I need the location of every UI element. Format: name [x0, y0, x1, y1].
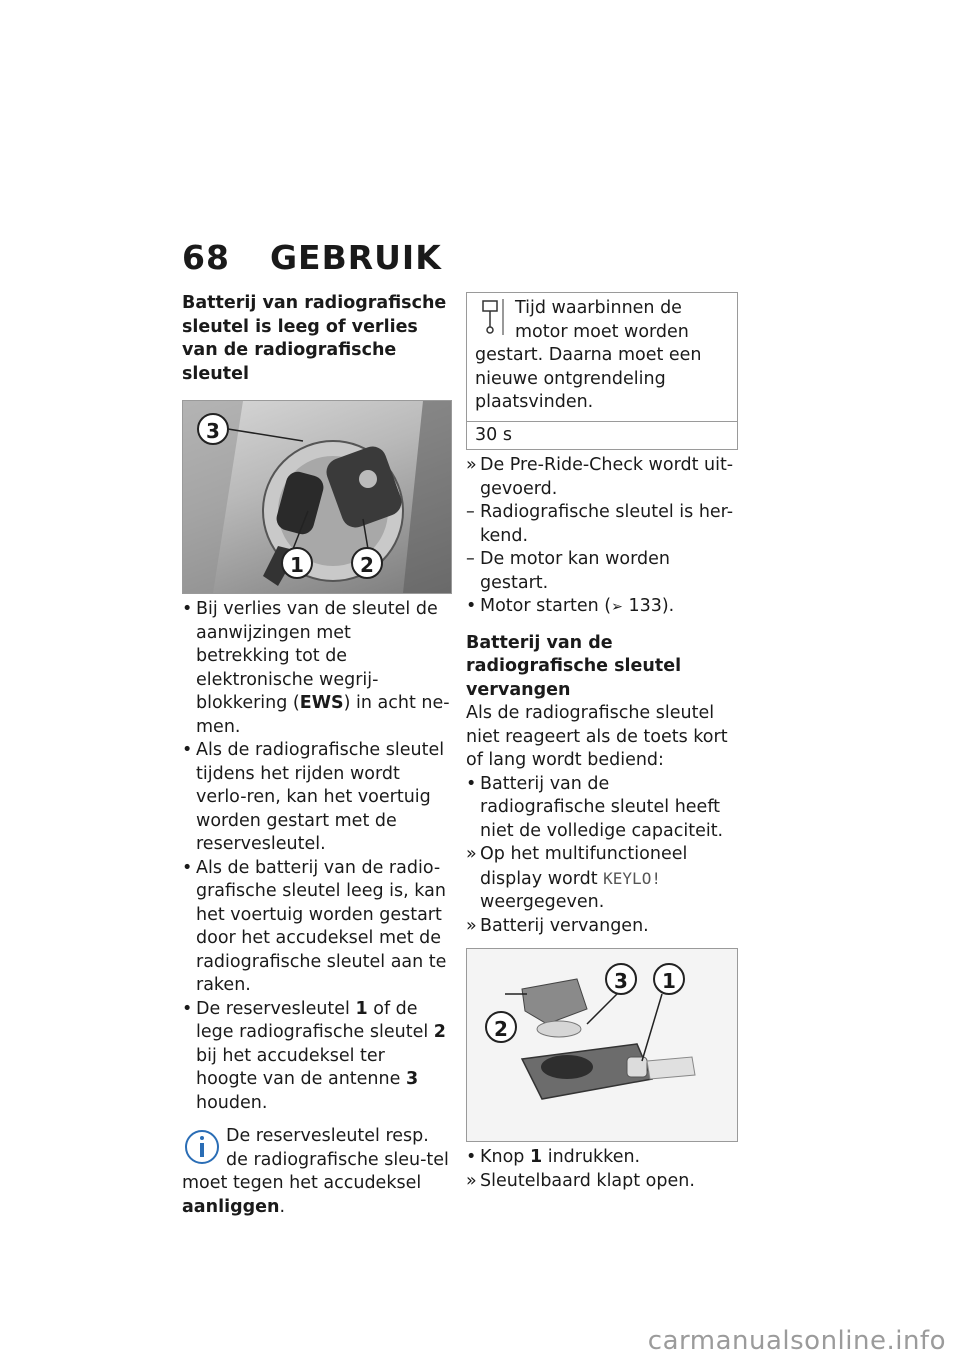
callout-3: 3: [197, 413, 229, 445]
list-item: » De Pre-Ride-Check wordt uit-gevoerd.: [466, 454, 738, 501]
left-item-list: [182, 598, 450, 1115]
list-item: • Batterij van de radiografische sleutel heeft niet de volledige capaciteit.: [466, 773, 738, 844]
list-item: – Radiografische sleutel is her-kend.: [466, 501, 738, 548]
key-battery-illustration: [467, 949, 737, 1141]
right-item-list-2: [466, 773, 738, 939]
display-text: KEYLO!: [603, 868, 661, 888]
note-text: De reservesleutel resp. de radiografische sleu-tel moet tegen het accudeksel: [182, 1126, 449, 1193]
section-heading: Batterij van radiografische sleutel is leeg of verlies van de radiografische sleutel: [182, 293, 447, 384]
page-header: [182, 238, 442, 277]
list-item: » Sleutelbaard klapt open.: [466, 1170, 738, 1194]
list-item: • De reservesleutel 1 of de lege radiografische sleutel 2 bij het accudeksel ter hoogte van de antenne 3 houden.: [182, 998, 450, 1116]
page-number: 68: [182, 238, 230, 277]
list-item: – De motor kan worden gestart.: [466, 548, 738, 595]
list-item: • Bij verlies van de sleutel de aanwijzingen met betrekking tot de elektronische wegrij-blokkering (EWS) in acht ne-men.: [182, 598, 450, 739]
info-icon: [182, 1125, 222, 1169]
spec-value: 30 s: [467, 421, 737, 450]
key-battery-figure: [466, 948, 738, 1142]
spec-description: Tijd waarbinnen de motor moet worden gestart. Daarna moet een nieuwe ontgrendeling plaatsvinden.: [475, 298, 702, 412]
list-item: • Als de radiografische sleutel tijdens het rijden wordt verlo-ren, kan het voertuig worden gestart met de reservesleutel.: [182, 739, 450, 857]
list-item: • Motor starten (➢ 133).: [466, 595, 738, 620]
watermark: carmanualsonline.info: [647, 1326, 946, 1356]
key-antenna-figure: [182, 400, 452, 594]
callout-1: 1: [653, 963, 685, 995]
list-item: • Als de batterij van de radio-grafische sleutel leeg is, kan het voertuig worden gestart door het accudeksel met de radiografische sleutel aan te raken.: [182, 857, 450, 998]
note-bold: aanliggen: [182, 1196, 280, 1217]
arrow-reference-icon: ➢: [611, 599, 623, 615]
section-title: GEBRUIK: [269, 238, 442, 277]
callout-3: 3: [605, 963, 637, 995]
right-item-list: [466, 454, 738, 620]
callout-1: 1: [281, 547, 313, 579]
list-item: • Knop 1 indrukken.: [466, 1146, 738, 1170]
right-column: [466, 292, 738, 1193]
subsection-heading: Batterij van de radiografische sleutel vervangen: [466, 632, 682, 700]
callout-2: 2: [351, 547, 383, 579]
intro-text: Als de radiografische sleutel niet reageert als de toets kort of lang wordt bediend:: [466, 703, 728, 770]
spec-table: [466, 292, 738, 450]
list-item: » Op het multifunctioneel display wordt KEYLO! weergegeven.: [466, 843, 738, 915]
right-item-list-3: [466, 1146, 738, 1193]
engine-icon: [475, 297, 507, 337]
callout-2: 2: [485, 1011, 517, 1043]
list-item: » Batterij vervangen.: [466, 915, 738, 939]
left-column: [182, 292, 450, 1219]
info-note: De reservesleutel resp. de radiografische sleu-tel moet tegen het accudeksel aanliggen.: [182, 1126, 449, 1217]
